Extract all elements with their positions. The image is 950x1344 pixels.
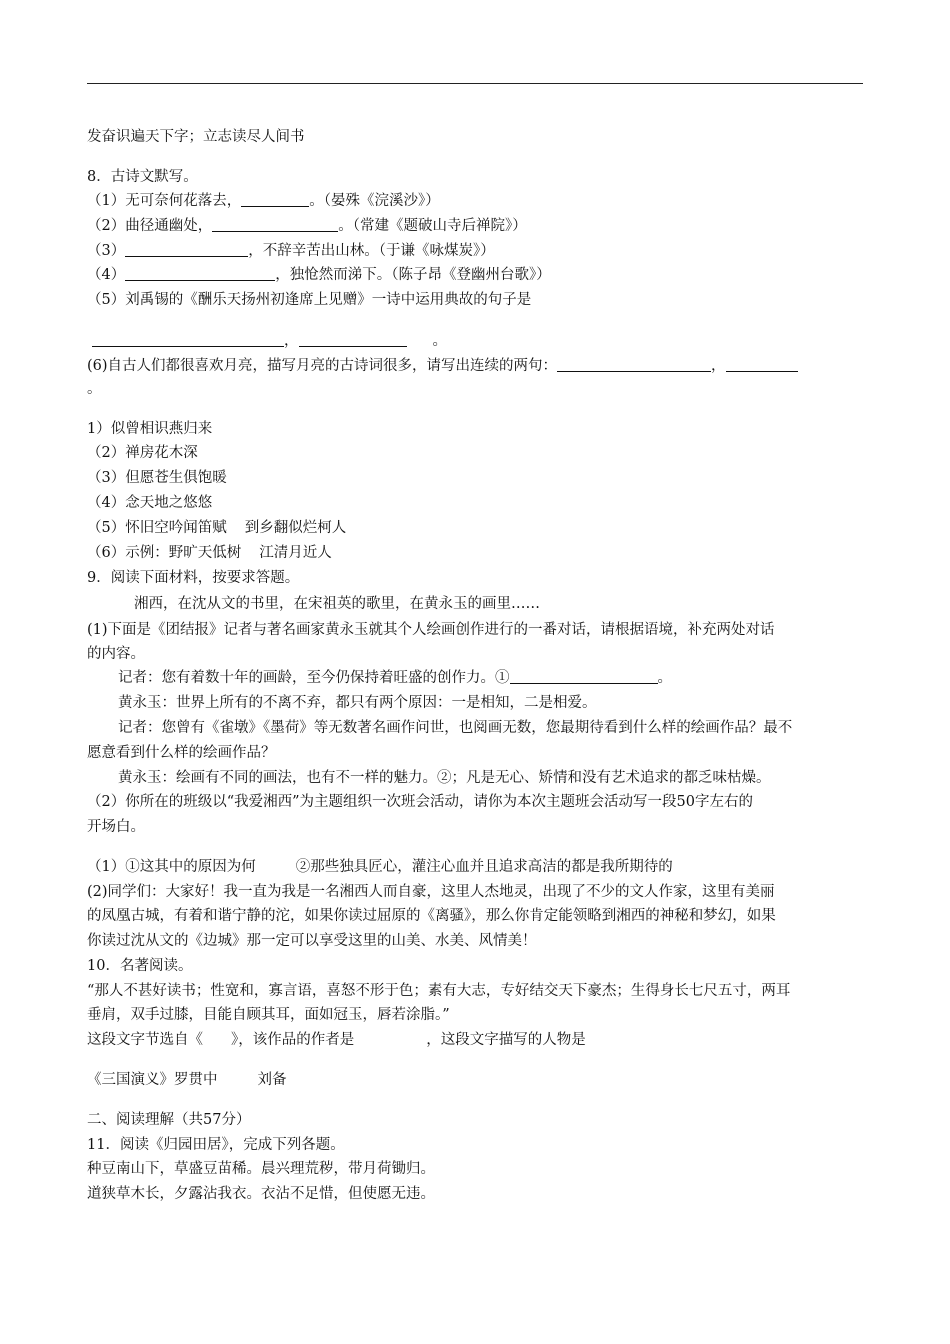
q8-item-4: （4） ，独怆然而涕下。（陈子昂《登幽州台歌》） (87, 267, 551, 283)
answer-blank[interactable] (125, 266, 275, 281)
a9-line-3: 的凤凰古城，有着和谐宁静的沱，如果你读过屈原的《离骚》，那么你肯定能领略到湘西的神秘和梦幻，如果 (87, 908, 776, 924)
a8-line-1: 1）似曾相识燕归来 (87, 421, 213, 437)
q9-intro: 湘西，在沈从文的书里，在宋祖英的歌里，在黄永玉的画里…… (134, 596, 540, 612)
q9-part2: （2）你所在的班级以“我爱湘西”为主题组织一次班会活动，请你为本次主题班会活动写一段50字左右的 (87, 794, 753, 810)
q9-part1: (1)下面是《团结报》记者与著名画家黄永玉就其个人绘画创作进行的一番对话，请根据语境，补充两处对话 (87, 622, 775, 638)
answer-blank[interactable] (92, 332, 284, 347)
q9-dialog-4: 黄永玉：绘画有不同的画法，也有不一样的魅力。②；凡是无心、矫情和没有艺术追求的都乏味枯燥。 (118, 770, 771, 786)
q10-quote: “那人不甚好读书；性宽和，寡言语，喜怒不形于色；素有大志，专好结交天下豪杰；生得身长七尺五寸，两耳 (87, 983, 791, 999)
q9-dialog-1: 记者：您有着数十年的画龄，至今仍保持着旺盛的创作力。① 。 (118, 670, 672, 686)
header-motto: 发奋识遍天下字；立志读尽人间书 (87, 129, 305, 145)
q9-dialog-3: 记者：您曾有《雀墩》《墨荷》等无数著名画作问世，也阅画无数，您最期待看到什么样的绘画作品？最不 (118, 720, 793, 736)
q10-quote-cont: 垂肩，双手过膝，目能自顾其耳，面如冠玉，唇若涂脂。” (87, 1007, 450, 1023)
q11-title: 11．阅读《归园田居》，完成下列各题。 (87, 1137, 345, 1153)
answer-blank[interactable] (510, 669, 658, 684)
q8-item-5-blanks: ， 。 (92, 331, 447, 351)
q9-part1-cont: 的内容。 (87, 646, 145, 662)
section-2-title: 二、阅读理解（共57分） (87, 1112, 251, 1128)
q10-title: 10．名著阅读。 (87, 958, 193, 974)
poem-line-1: 种豆南山下，草盛豆苗稀。晨兴理荒秽，带月荷锄归。 (87, 1161, 435, 1177)
answer-blank[interactable] (241, 192, 309, 207)
q8-item-1: （1）无可奈何花落去， 。（晏殊《浣溪沙》） (87, 193, 440, 209)
a10-answer: 《三国演义》罗贯中 刘备 (87, 1072, 287, 1088)
a8-line-4: （4）念天地之悠悠 (87, 495, 213, 511)
answer-blank[interactable] (299, 332, 407, 347)
a8-line-3: （3）但愿苍生俱饱暖 (87, 470, 227, 486)
q9-dialog-2: 黄永玉：世界上所有的不离不弃，都只有两个原因：一是相知，二是相爱。 (118, 695, 597, 711)
q9-dialog-3-cont: 愿意看到什么样的绘画作品？ (87, 745, 276, 761)
q8-title: 8．古诗文默写。 (87, 169, 198, 185)
q10-question: 这段文字节选自《 》，该作品的作者是 ，这段文字描写的人物是 (87, 1032, 586, 1048)
a9-line-4: 你读过沈从文的《边城》那一定可以享受这里的山美、水美、风情美！ (87, 933, 537, 949)
q8-item-2: （2）曲径通幽处， 。（常建《题破山寺后禅院》） (87, 218, 527, 234)
q9-part2-cont: 开场白。 (87, 819, 145, 835)
a8-line-5: （5）怀旧空吟闻笛赋 到乡翻似烂柯人 (87, 520, 347, 536)
q9-title: 9．阅读下面材料，按要求答题。 (87, 570, 300, 586)
a8-line-6: （6）示例：野旷天低树 江清月近人 (87, 545, 332, 561)
a8-line-2: （2）禅房花木深 (87, 445, 198, 461)
q8-item-5: （5）刘禹锡的《酬乐天扬州初逢席上见赠》一诗中运用典故的句子是 (87, 292, 532, 308)
answer-blank[interactable] (212, 217, 338, 232)
answer-blank[interactable] (557, 357, 711, 372)
poem-line-2: 道狭草木长，夕露沾我衣。衣沾不足惜，但使愿无违。 (87, 1186, 435, 1202)
q8-item-6: (6)自古人们都很喜欢月亮，描写月亮的古诗词很多，请写出连续的两句： ， (87, 356, 798, 376)
a9-line-2: (2)同学们：大家好！我一直为我是一名湘西人而自豪，这里人杰地灵，出现了不少的文人作家，这里有美丽 (87, 884, 775, 900)
answer-blank[interactable] (726, 357, 798, 372)
header-rule (87, 83, 863, 84)
q8-item-3: （3） ，不辞辛苦出山林。（于谦《咏煤炭》） (87, 243, 495, 259)
a9-line-1: （1）①这其中的原因为何 ②那些独具匠心，灌注心血并且追求高洁的都是我所期待的 (87, 859, 673, 875)
answer-blank[interactable] (125, 242, 248, 257)
q8-item-6-end: 。 (87, 381, 102, 397)
